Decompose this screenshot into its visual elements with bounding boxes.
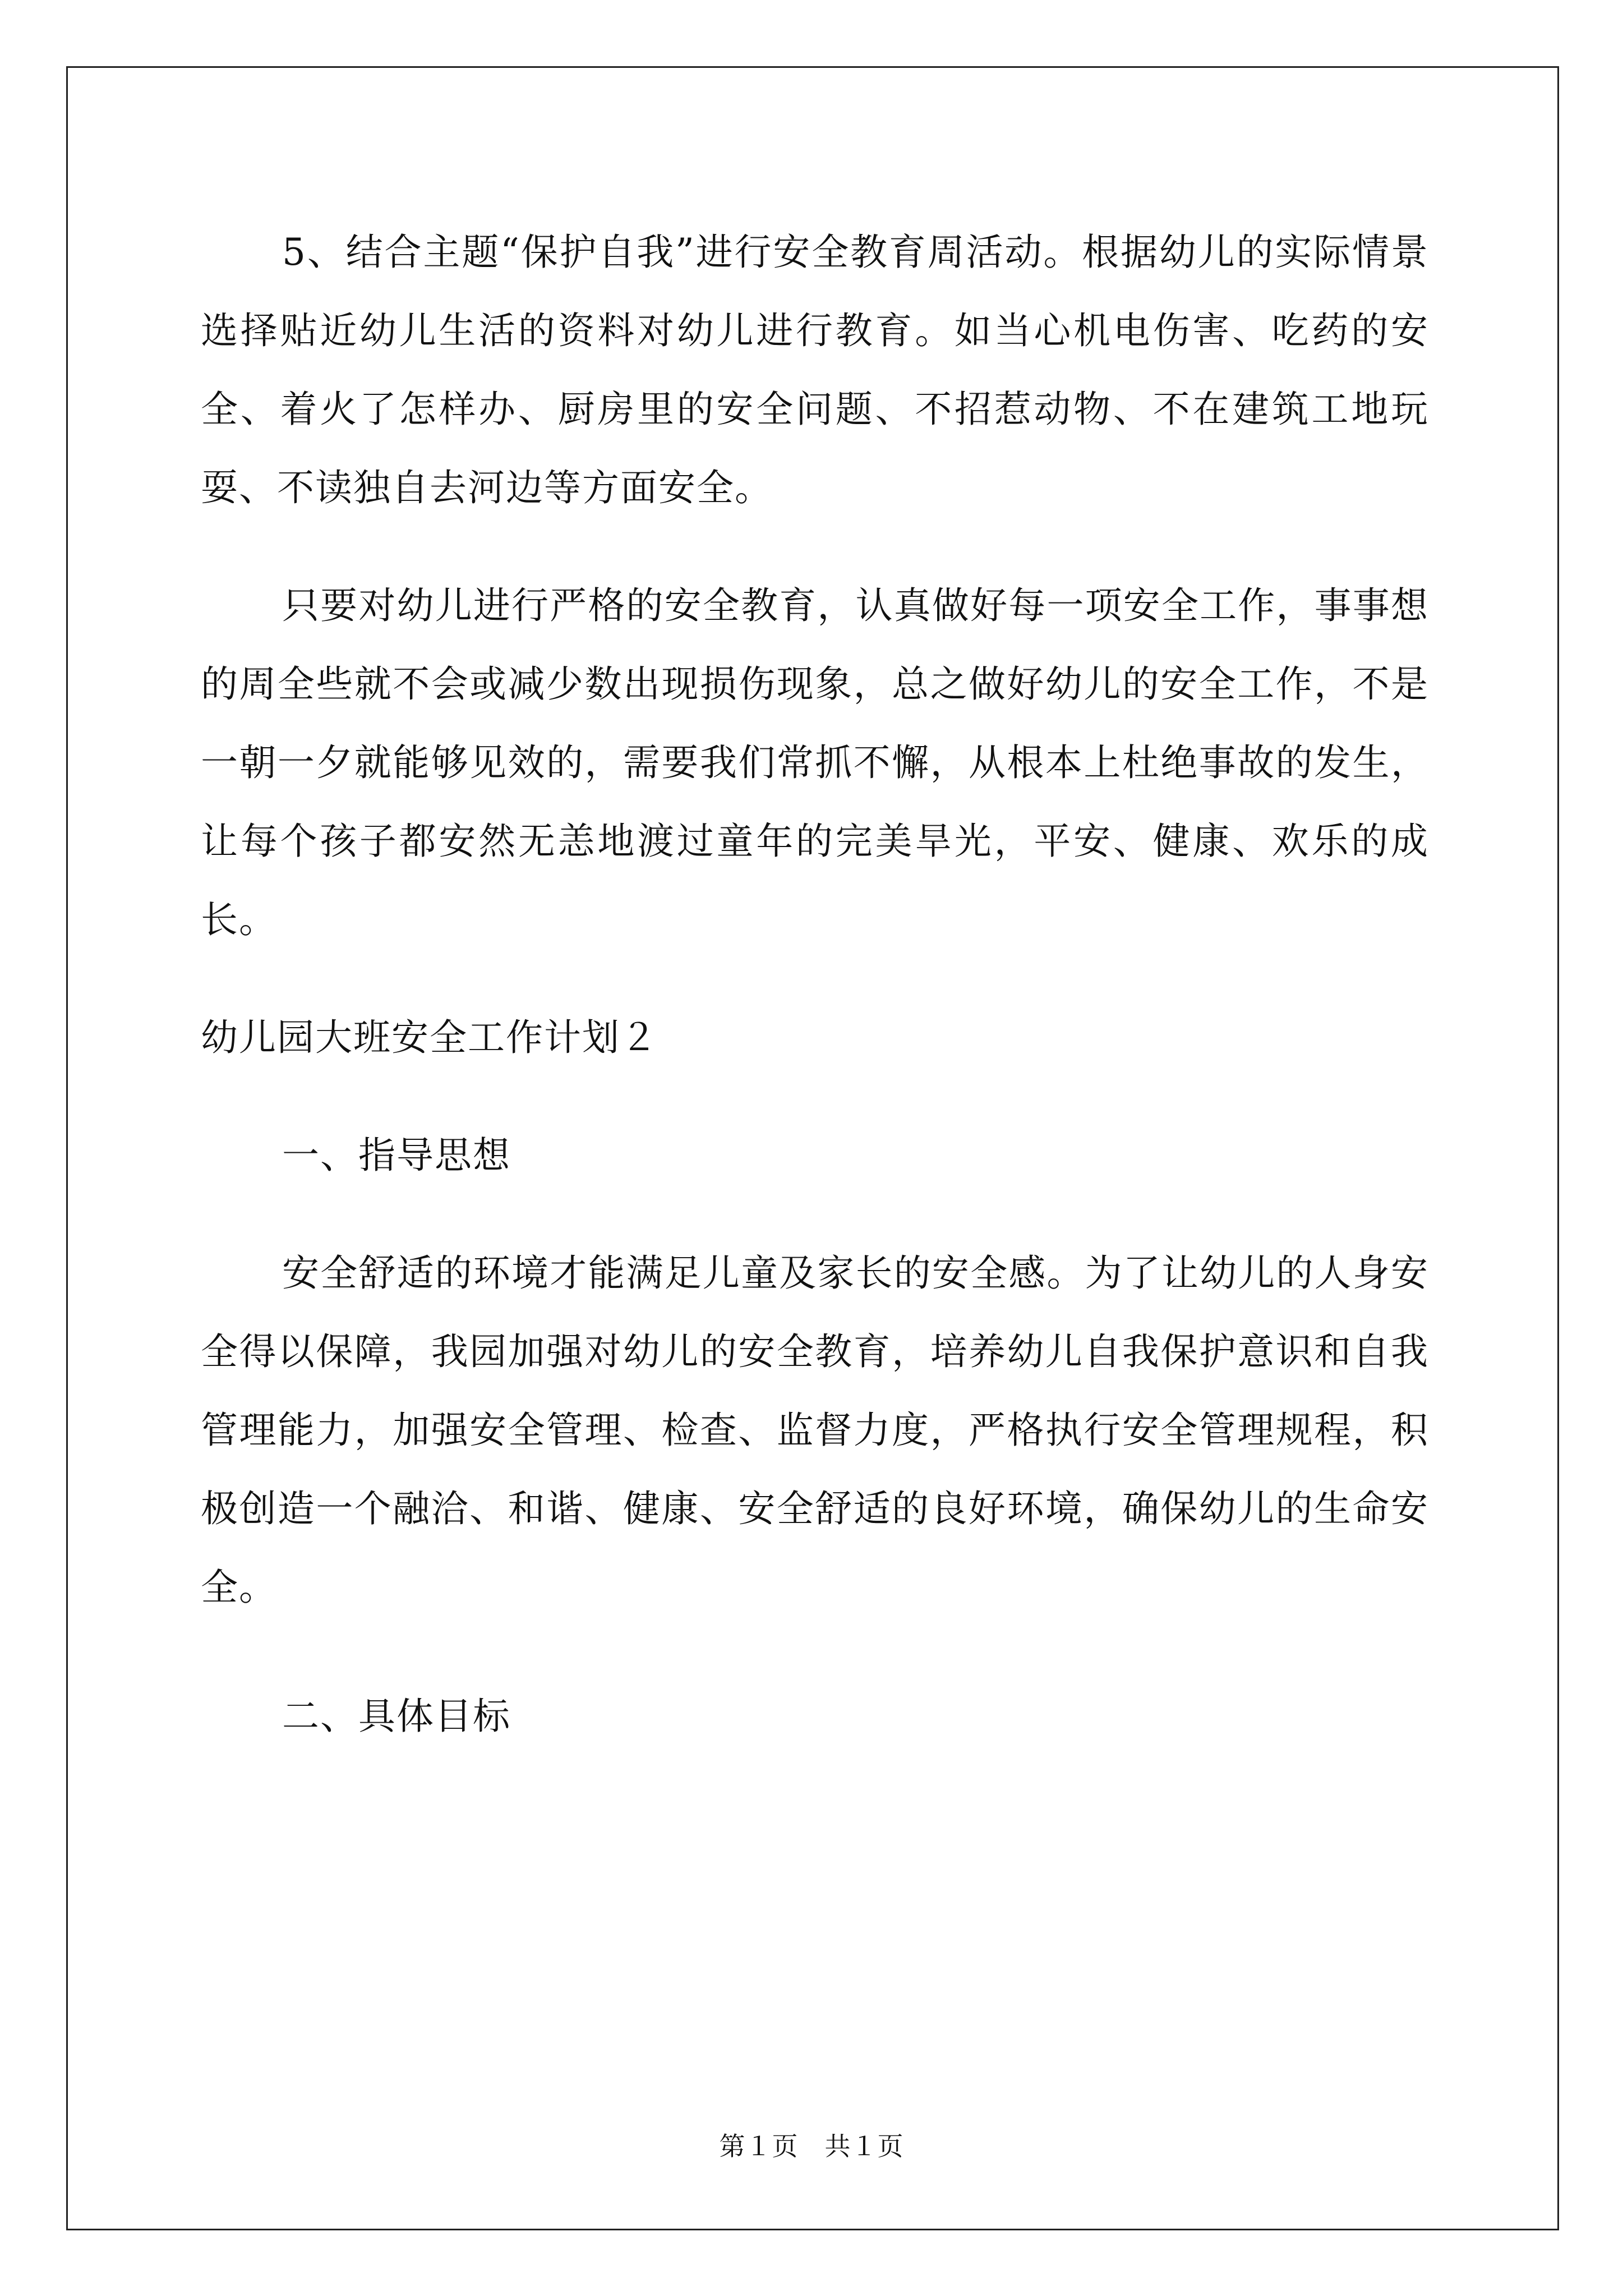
paragraph-spacer [201, 1195, 1429, 1234]
paragraph-spacer [201, 527, 1429, 567]
paragraph-spacer [201, 959, 1429, 999]
paragraph-conclusion: 只要对幼儿进行严格的安全教育，认真做好每一项安全工作，事事想的周全些就不会或减少数出现损伤现象，总之做好幼儿的安全工作，不是一朝一夕就能够见效的，需要我们常抓不懈，从根本上杜绝事故的发生，让每个孩子都安然无恙地渡过童年的完美旱光，平安、健康、欢乐的成长。 [201, 584, 1429, 941]
section-title: 幼儿园大班安全工作计划２ [201, 1016, 658, 1059]
paragraph-guiding-thought: 安全舒适的环境才能满足儿童及家长的安全感。为了让幼儿的人身安全得以保障，我园加强对幼儿的安全教育，培养幼儿自我保护意识和自我管理能力，加强安全管理、检查、监督力度，严格执行安全管理规程，积极创造一个融洽、和谐、健康、安全舒适的良好环境，确保幼儿的生命安全。 [201, 1251, 1429, 1609]
document-body [201, 213, 1429, 1756]
page-footer: 第１页 共１页 [719, 2131, 904, 2161]
paragraph-spacer [201, 1077, 1429, 1116]
paragraph-spacer [201, 1627, 1429, 1677]
paragraph-safety-week: 5、结合主题“保护自我”进行安全教育周活动。根据幼儿的实际情景选择贴近幼儿生活的资料对幼儿进行教育。如当心机电伤害、吃药的安全、着火了怎样办、厨房里的安全问题、不招惹动物、不在建筑工地玩耍、不读独自去河边等方面安全。 [201, 231, 1429, 509]
heading-guiding-thought: 一、指导思想 [282, 1134, 511, 1177]
heading-specific-goals: 二、具体目标 [282, 1695, 511, 1738]
